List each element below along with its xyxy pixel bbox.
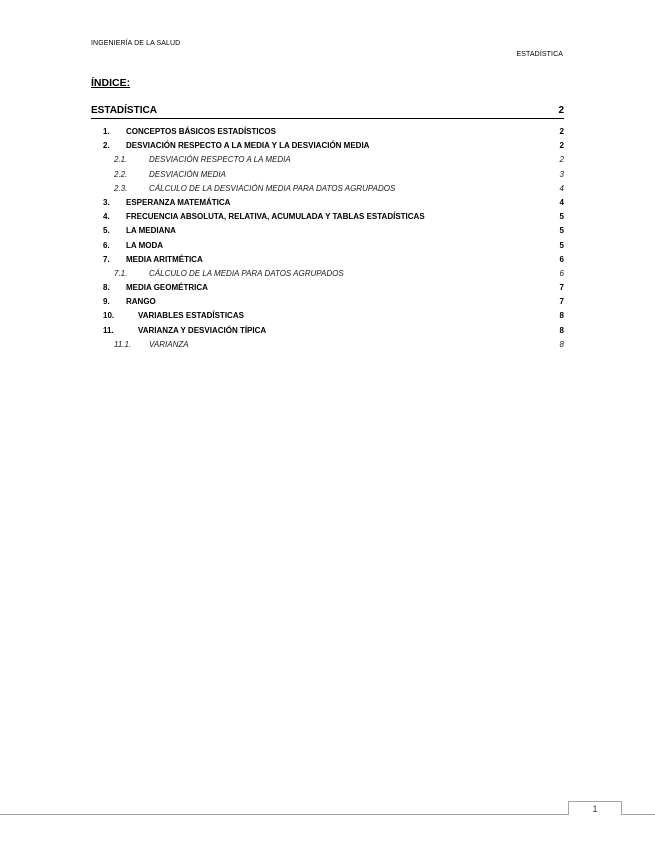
toc-entry-number: 2.2. <box>114 169 128 179</box>
toc-entry-title: MEDIA ARITMÉTICA <box>126 254 203 264</box>
toc-entry-number: 5. <box>103 226 110 236</box>
toc-entry-page: 3 <box>559 169 564 179</box>
toc-entry-number: 2.1. <box>114 155 128 165</box>
toc-entry-title: VARIANZA Y DESVIACIÓN TÍPICA <box>138 325 267 335</box>
toc-entry-page: 2 <box>559 155 564 165</box>
toc-entry-title: DESVIACIÓN RESPECTO A LA MEDIA <box>149 155 291 165</box>
toc-main-label: ESTADÍSTICA <box>91 105 157 116</box>
toc-entry-title: LA MEDIANA <box>126 226 176 236</box>
toc-entry-number: 10. <box>103 311 115 321</box>
toc-entry-title: LA MODA <box>126 240 164 250</box>
toc-entry-page: 8 <box>559 311 564 321</box>
toc-subentry[interactable] <box>91 267 564 281</box>
toc-entry-page: 7 <box>559 283 564 293</box>
toc-subentry[interactable] <box>91 153 564 167</box>
toc-entry-page: 4 <box>559 197 564 207</box>
toc-entry-page: 7 <box>559 297 564 307</box>
toc-entry[interactable] <box>91 281 564 295</box>
toc-entry[interactable] <box>91 253 564 267</box>
toc-entry-title: RANGO <box>126 297 156 307</box>
toc-entry-title: DESVIACIÓN RESPECTO A LA MEDIA Y LA DESVIACIÓN MEDIA <box>126 141 370 151</box>
toc-entry-number: 1. <box>103 127 110 136</box>
toc-entry-number: 2.3. <box>114 183 128 193</box>
toc-entry[interactable] <box>91 239 564 253</box>
toc-entry-number: 3. <box>103 197 110 207</box>
toc-entry-page: 2 <box>559 141 564 151</box>
toc-entry-number: 8. <box>103 283 110 293</box>
table-of-contents <box>91 125 564 352</box>
toc-entry-title: VARIANZA <box>149 339 189 349</box>
toc-entry-title: CONCEPTOS BÁSICOS ESTADÍSTICOS <box>126 127 276 136</box>
toc-entry-number: 7. <box>103 254 110 264</box>
toc-entry-page: 8 <box>559 325 564 335</box>
toc-entry[interactable] <box>91 324 564 338</box>
toc-entry-title: CÁLCULO DE LA DESVIACIÓN MEDIA PARA DATOS AGRUPADOS <box>149 183 396 193</box>
toc-entry-title: CÁLCULO DE LA MEDIA PARA DATOS AGRUPADOS <box>149 268 344 278</box>
toc-main-page: 2 <box>558 105 564 116</box>
header-course: INGENIERÍA DE LA SALUD <box>91 40 181 47</box>
toc-entry[interactable] <box>91 196 564 210</box>
toc-subentry[interactable] <box>91 338 564 352</box>
toc-entry-title: VARIABLES ESTADÍSTICAS <box>138 311 244 321</box>
toc-entry[interactable] <box>91 309 564 323</box>
toc-entry-title: FRECUENCIA ABSOLUTA, RELATIVA, ACUMULADA Y TABLAS ESTADÍSTICAS <box>126 212 425 222</box>
toc-entry-page: 8 <box>559 339 564 349</box>
toc-entry-number: 4. <box>103 212 110 222</box>
toc-entry[interactable] <box>91 210 564 224</box>
page-number: 1 <box>568 801 622 815</box>
toc-entry-number: 6. <box>103 240 110 250</box>
toc-entry[interactable] <box>91 139 564 153</box>
toc-entry-title: DESVIACIÓN MEDIA <box>149 169 226 179</box>
toc-entry-page: 5 <box>559 226 564 236</box>
toc-main-entry[interactable] <box>91 105 564 119</box>
toc-entry-number: 9. <box>103 297 110 307</box>
toc-entry-number: 11. <box>103 325 114 335</box>
toc-subentry[interactable] <box>91 182 564 196</box>
index-title: ÍNDICE: <box>91 77 131 89</box>
toc-entry-page: 2 <box>559 127 564 136</box>
toc-subentry[interactable] <box>91 168 564 182</box>
footer-divider <box>0 814 655 815</box>
toc-entry-page: 6 <box>559 268 564 278</box>
toc-entry[interactable] <box>91 295 564 309</box>
toc-entry[interactable] <box>91 125 564 139</box>
toc-entry-number: 7.1. <box>114 268 128 278</box>
toc-entry-title: ESPERANZA MATEMÁTICA <box>126 197 231 207</box>
toc-entry-page: 5 <box>559 212 564 222</box>
toc-entry-title: MEDIA GEOMÉTRICA <box>126 283 208 293</box>
toc-entry-number: 11.1. <box>114 339 132 349</box>
toc-entry-page: 5 <box>559 240 564 250</box>
toc-entry-page: 6 <box>559 254 564 264</box>
toc-entry-page: 4 <box>559 183 564 193</box>
header-subject: ESTADÍSTICA <box>516 51 563 58</box>
toc-entry-number: 2. <box>103 141 110 151</box>
toc-entry[interactable] <box>91 224 564 238</box>
